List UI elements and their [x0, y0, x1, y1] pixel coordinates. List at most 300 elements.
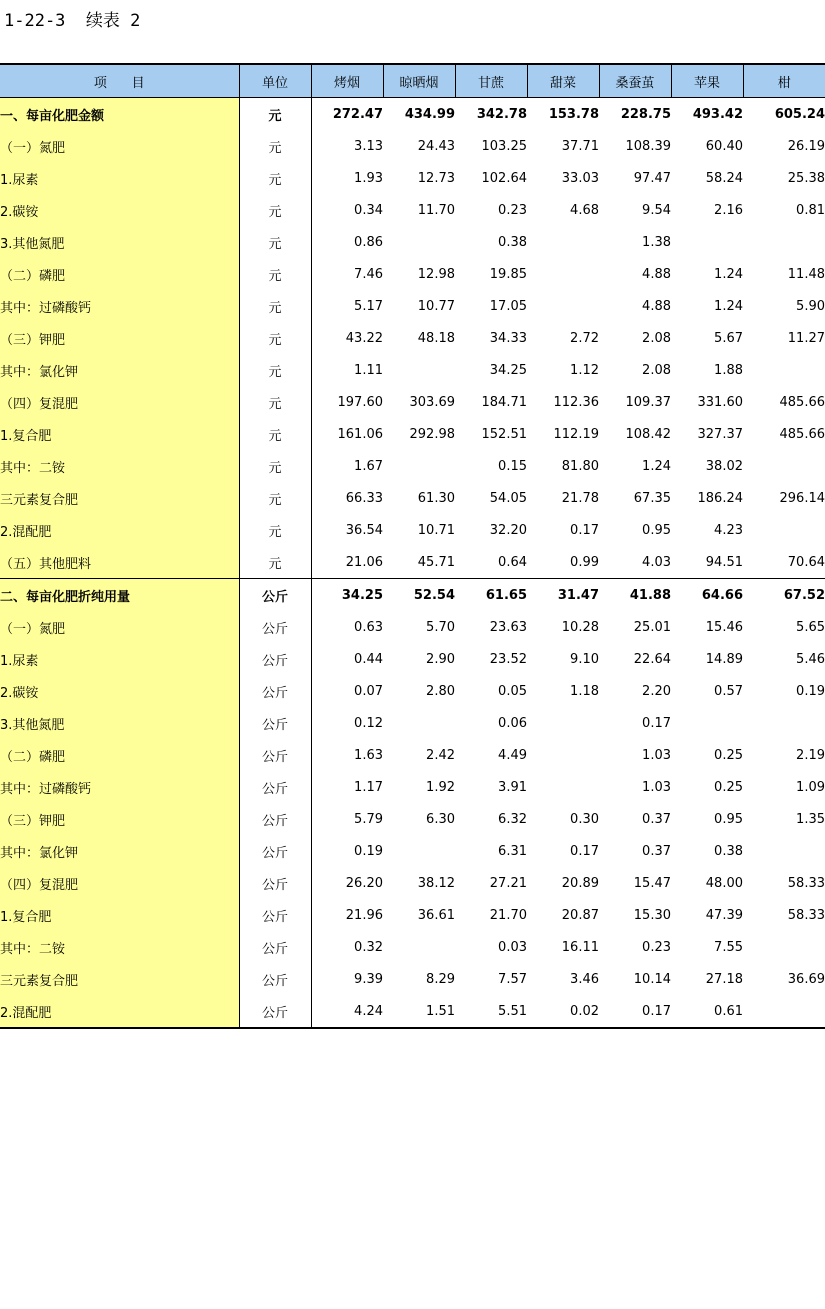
row-label: 三元素复合肥 [0, 963, 239, 995]
cell-value: 0.19 [796, 683, 825, 699]
row-label: 1.复合肥 [0, 899, 239, 931]
cell-value: 1.92 [426, 779, 455, 795]
header-unit: 单位 [239, 64, 311, 98]
cell-value: 6.31 [498, 843, 527, 859]
row-unit: 元 [239, 194, 311, 226]
cell-value: 0.37 [642, 811, 671, 827]
cell-value: 70.64 [787, 554, 825, 570]
cell-value [527, 771, 599, 803]
row-unit: 元 [239, 226, 311, 258]
cell-value: 41.88 [599, 579, 671, 612]
row-unit: 公斤 [239, 739, 311, 771]
table-row [0, 611, 825, 643]
cell-value: 1.93 [354, 170, 383, 186]
table-row [0, 803, 825, 835]
row-label: 二、每亩化肥折纯用量 [0, 579, 239, 612]
cell-value: 66.33 [345, 490, 383, 506]
cell-value: 11.27 [787, 330, 825, 346]
cell-value: 161.06 [337, 426, 383, 442]
cell-value: 4.88 [642, 298, 671, 314]
cell-value: 2.90 [426, 651, 455, 667]
row-label: 2.混配肥 [0, 995, 239, 1028]
cell-value: 1.03 [642, 779, 671, 795]
cell-value: 0.34 [354, 202, 383, 218]
cell-value: 485.66 [779, 394, 825, 410]
row-label: （一）氮肥 [0, 130, 239, 162]
cell-value: 10.71 [417, 522, 455, 538]
row-label: 1.复合肥 [0, 418, 239, 450]
row-unit: 元 [239, 322, 311, 354]
cell-value: 1.35 [796, 811, 825, 827]
cell-value: 61.30 [417, 490, 455, 506]
cell-value: 27.18 [705, 971, 743, 987]
cell-value: 26.20 [345, 875, 383, 891]
cell-value: 45.71 [417, 554, 455, 570]
cell-value: 0.61 [671, 995, 743, 1028]
row-label: 其中：氯化钾 [0, 835, 239, 867]
cell-value [527, 739, 599, 771]
cell-value [743, 707, 825, 739]
table-title: 1-22-3 续表 2 [4, 11, 141, 31]
cell-value [383, 707, 455, 739]
table-row [0, 835, 825, 867]
cell-value: 485.66 [779, 426, 825, 442]
cell-value: 0.63 [354, 619, 383, 635]
cell-value: 21.70 [489, 907, 527, 923]
cell-value: 7.46 [354, 266, 383, 282]
row-label: （一）氮肥 [0, 611, 239, 643]
cell-value: 23.63 [489, 619, 527, 635]
row-label: 一、每亩化肥金额 [0, 98, 239, 131]
row-unit: 公斤 [239, 995, 311, 1028]
table-row [0, 130, 825, 162]
cell-value: 605.24 [774, 106, 825, 122]
cell-value: 152.51 [481, 426, 527, 442]
cell-value: 9.39 [354, 971, 383, 987]
cell-value: 0.12 [354, 715, 383, 731]
cell-value: 97.47 [633, 170, 671, 186]
table-row [0, 931, 825, 963]
cell-value: 38.02 [705, 458, 743, 474]
cell-value: 16.11 [561, 939, 599, 955]
cell-value: 1.63 [354, 747, 383, 763]
cell-value: 34.33 [489, 330, 527, 346]
cell-value: 0.17 [599, 995, 671, 1028]
cell-value [743, 835, 825, 867]
table-row [0, 579, 825, 612]
cell-value: 1.24 [714, 298, 743, 314]
cell-value: 1.24 [714, 266, 743, 282]
header-col-apple: 苹果 [671, 64, 743, 98]
cell-value: 303.69 [409, 394, 455, 410]
cell-value: 12.98 [417, 266, 455, 282]
row-unit: 元 [239, 162, 311, 194]
cell-value: 48.00 [705, 875, 743, 891]
row-unit: 公斤 [239, 675, 311, 707]
cell-value: 11.48 [787, 266, 825, 282]
row-label: （三）钾肥 [0, 803, 239, 835]
table-row [0, 418, 825, 450]
cell-value: 3.13 [354, 138, 383, 154]
cell-value: 5.67 [714, 330, 743, 346]
cell-value: 15.47 [633, 875, 671, 891]
row-unit: 元 [239, 450, 311, 482]
row-label: 其中：过磷酸钙 [0, 290, 239, 322]
cell-value: 5.46 [796, 651, 825, 667]
cell-value [383, 354, 455, 386]
cell-value: 7.57 [498, 971, 527, 987]
cell-value: 8.29 [426, 971, 455, 987]
header-row [0, 64, 825, 98]
cell-value [527, 226, 599, 258]
cell-value: 34.25 [311, 579, 383, 612]
cell-value: 112.36 [553, 394, 599, 410]
row-label: 2.碳铵 [0, 675, 239, 707]
cell-value: 47.39 [705, 907, 743, 923]
cell-value: 34.25 [489, 362, 527, 378]
cell-value: 38.12 [417, 875, 455, 891]
row-label: 1.尿素 [0, 643, 239, 675]
cell-value: 0.86 [354, 234, 383, 250]
cell-value: 197.60 [337, 394, 383, 410]
cell-value: 25.01 [633, 619, 671, 635]
cell-value [743, 450, 825, 482]
row-label: 2.碳铵 [0, 194, 239, 226]
cell-value: 10.77 [417, 298, 455, 314]
table-row [0, 258, 825, 290]
cell-value: 108.39 [625, 138, 671, 154]
row-unit: 公斤 [239, 899, 311, 931]
cell-value: 327.37 [697, 426, 743, 442]
cell-value: 1.11 [354, 362, 383, 378]
cell-value: 331.60 [697, 394, 743, 410]
cell-value: 17.05 [489, 298, 527, 314]
cell-value: 1.88 [714, 362, 743, 378]
cell-value: 6.30 [426, 811, 455, 827]
row-label: 3.其他氮肥 [0, 226, 239, 258]
cell-value [383, 835, 455, 867]
cell-value: 37.71 [561, 138, 599, 154]
row-label: 其中：氯化钾 [0, 354, 239, 386]
header-col-tobacco-flue: 烤烟 [311, 64, 383, 98]
table-row [0, 739, 825, 771]
cell-value [743, 931, 825, 963]
table-row [0, 546, 825, 579]
row-unit: 元 [239, 98, 311, 131]
cell-value: 9.54 [642, 202, 671, 218]
row-unit: 公斤 [239, 963, 311, 995]
cell-value: 61.65 [455, 579, 527, 612]
cell-value: 272.47 [332, 106, 383, 122]
cell-value: 0.06 [498, 715, 527, 731]
cell-value: 5.79 [354, 811, 383, 827]
cell-value: 5.17 [354, 298, 383, 314]
cell-value: 24.43 [417, 138, 455, 154]
cell-value: 1.38 [642, 234, 671, 250]
cell-value: 27.21 [489, 875, 527, 891]
cell-value: 2.16 [714, 202, 743, 218]
cell-value: 5.51 [455, 995, 527, 1028]
table-row [0, 995, 825, 1028]
cell-value: 0.25 [714, 779, 743, 795]
cell-value: 186.24 [697, 490, 743, 506]
cell-value: 112.19 [553, 426, 599, 442]
cell-value: 4.68 [570, 202, 599, 218]
header-col-cocoon: 桑蚕茧 [599, 64, 671, 98]
cell-value: 4.24 [311, 995, 383, 1028]
cell-value: 4.88 [642, 266, 671, 282]
cell-value: 109.37 [625, 394, 671, 410]
row-label: （三）钾肥 [0, 322, 239, 354]
table-row [0, 194, 825, 226]
cell-value [527, 290, 599, 322]
cell-value: 0.81 [796, 202, 825, 218]
cell-value: 67.35 [633, 490, 671, 506]
cell-value: 0.57 [714, 683, 743, 699]
cell-value: 15.46 [705, 619, 743, 635]
table-row [0, 226, 825, 258]
cell-value: 108.42 [625, 426, 671, 442]
cell-value [743, 995, 825, 1028]
cell-value: 20.89 [561, 875, 599, 891]
cell-value: 1.51 [383, 995, 455, 1028]
row-label: 2.混配肥 [0, 514, 239, 546]
cell-value: 21.06 [345, 554, 383, 570]
cell-value: 4.03 [642, 554, 671, 570]
row-label: 三元素复合肥 [0, 482, 239, 514]
cell-value: 1.12 [570, 362, 599, 378]
row-unit: 公斤 [239, 803, 311, 835]
cell-value [671, 707, 743, 739]
table-row [0, 322, 825, 354]
cell-value: 3.91 [498, 779, 527, 795]
cell-value: 10.14 [633, 971, 671, 987]
row-unit: 公斤 [239, 579, 311, 612]
row-unit: 元 [239, 130, 311, 162]
table-row [0, 675, 825, 707]
cell-value: 52.54 [383, 579, 455, 612]
table-body [0, 98, 825, 1029]
table-row [0, 963, 825, 995]
row-label: （二）磷肥 [0, 739, 239, 771]
row-unit: 公斤 [239, 771, 311, 803]
table-row [0, 514, 825, 546]
header-col-sugarbeet: 甜菜 [527, 64, 599, 98]
row-unit: 公斤 [239, 867, 311, 899]
row-label: 1.尿素 [0, 162, 239, 194]
row-unit: 公斤 [239, 931, 311, 963]
table-row [0, 482, 825, 514]
cell-value: 94.51 [705, 554, 743, 570]
cell-value: 15.30 [633, 907, 671, 923]
cell-value: 0.95 [714, 811, 743, 827]
cell-value: 0.05 [498, 683, 527, 699]
cell-value: 102.64 [481, 170, 527, 186]
cell-value: 1.67 [354, 458, 383, 474]
row-label: （二）磷肥 [0, 258, 239, 290]
cell-value: 0.38 [498, 234, 527, 250]
cell-value [671, 226, 743, 258]
cell-value: 2.20 [642, 683, 671, 699]
cell-value: 6.32 [498, 811, 527, 827]
table-row [0, 899, 825, 931]
table-row [0, 867, 825, 899]
cell-value: 14.89 [705, 651, 743, 667]
cell-value [527, 258, 599, 290]
cell-value: 60.40 [705, 138, 743, 154]
cell-value: 31.47 [527, 579, 599, 612]
cell-value: 11.70 [417, 202, 455, 218]
data-table [0, 63, 825, 1029]
cell-value: 36.54 [345, 522, 383, 538]
table-row [0, 386, 825, 418]
cell-value: 12.73 [417, 170, 455, 186]
cell-value: 2.08 [642, 362, 671, 378]
cell-value: 67.52 [743, 579, 825, 612]
cell-value: 21.78 [561, 490, 599, 506]
row-label: 3.其他氮肥 [0, 707, 239, 739]
cell-value: 1.03 [642, 747, 671, 763]
row-label: （四）复混肥 [0, 867, 239, 899]
cell-value [743, 514, 825, 546]
cell-value: 1.17 [354, 779, 383, 795]
cell-value: 0.19 [354, 843, 383, 859]
cell-value: 1.09 [796, 779, 825, 795]
header-col-tobacco-sun: 晾晒烟 [383, 64, 455, 98]
row-unit: 元 [239, 290, 311, 322]
cell-value [527, 707, 599, 739]
cell-value: 10.28 [561, 619, 599, 635]
cell-value [743, 354, 825, 386]
cell-value: 0.25 [714, 747, 743, 763]
cell-value: 0.03 [498, 939, 527, 955]
row-unit: 元 [239, 386, 311, 418]
cell-value: 20.87 [561, 907, 599, 923]
cell-value: 103.25 [481, 138, 527, 154]
cell-value [383, 450, 455, 482]
table-row [0, 643, 825, 675]
cell-value: 26.19 [787, 138, 825, 154]
cell-value: 1.24 [642, 458, 671, 474]
cell-value: 5.70 [426, 619, 455, 635]
cell-value: 32.20 [489, 522, 527, 538]
cell-value: 296.14 [779, 490, 825, 506]
cell-value: 153.78 [548, 106, 599, 122]
cell-value: 58.24 [705, 170, 743, 186]
cell-value: 0.64 [498, 554, 527, 570]
cell-value: 33.03 [561, 170, 599, 186]
cell-value: 64.66 [671, 579, 743, 612]
table-row [0, 162, 825, 194]
cell-value: 2.42 [426, 747, 455, 763]
cell-value: 184.71 [481, 394, 527, 410]
table-row [0, 98, 825, 131]
cell-value: 81.80 [561, 458, 599, 474]
header-item: 项 目 [0, 64, 239, 98]
row-label: 其中：二铵 [0, 450, 239, 482]
cell-value: 25.38 [787, 170, 825, 186]
row-label: 其中：过磷酸钙 [0, 771, 239, 803]
cell-value: 0.17 [642, 715, 671, 731]
row-unit: 公斤 [239, 707, 311, 739]
cell-value [743, 226, 825, 258]
cell-value: 434.99 [404, 106, 455, 122]
cell-value: 0.95 [642, 522, 671, 538]
table-row [0, 707, 825, 739]
cell-value: 0.38 [714, 843, 743, 859]
table-row [0, 290, 825, 322]
cell-value: 0.15 [498, 458, 527, 474]
cell-value: 0.07 [354, 683, 383, 699]
cell-value: 0.23 [498, 202, 527, 218]
row-unit: 元 [239, 546, 311, 579]
cell-value: 58.33 [787, 875, 825, 891]
cell-value: 4.23 [714, 522, 743, 538]
cell-value: 0.02 [527, 995, 599, 1028]
cell-value: 292.98 [409, 426, 455, 442]
cell-value: 22.64 [633, 651, 671, 667]
cell-value: 5.90 [796, 298, 825, 314]
cell-value: 54.05 [489, 490, 527, 506]
cell-value: 3.46 [570, 971, 599, 987]
cell-value: 43.22 [345, 330, 383, 346]
cell-value: 19.85 [489, 266, 527, 282]
row-unit: 元 [239, 482, 311, 514]
row-unit: 公斤 [239, 611, 311, 643]
cell-value: 2.08 [642, 330, 671, 346]
row-label: （五）其他肥料 [0, 546, 239, 579]
cell-value: 0.32 [354, 939, 383, 955]
cell-value: 0.17 [570, 522, 599, 538]
table-row [0, 771, 825, 803]
cell-value: 21.96 [345, 907, 383, 923]
cell-value: 2.72 [570, 330, 599, 346]
row-label: （四）复混肥 [0, 386, 239, 418]
row-unit: 元 [239, 418, 311, 450]
row-unit: 公斤 [239, 643, 311, 675]
cell-value: 5.65 [796, 619, 825, 635]
cell-value: 0.17 [570, 843, 599, 859]
cell-value: 0.99 [570, 554, 599, 570]
cell-value: 0.44 [354, 651, 383, 667]
header-col-mandarin: 柑 [743, 64, 825, 98]
cell-value: 0.23 [642, 939, 671, 955]
row-unit: 公斤 [239, 835, 311, 867]
cell-value [383, 931, 455, 963]
row-unit: 元 [239, 258, 311, 290]
cell-value: 342.78 [476, 106, 527, 122]
table-row [0, 450, 825, 482]
cell-value: 36.69 [787, 971, 825, 987]
cell-value: 0.30 [570, 811, 599, 827]
table-row [0, 354, 825, 386]
cell-value: 0.37 [642, 843, 671, 859]
cell-value: 4.49 [498, 747, 527, 763]
cell-value: 2.19 [796, 747, 825, 763]
cell-value: 7.55 [714, 939, 743, 955]
cell-value: 228.75 [620, 106, 671, 122]
cell-value: 48.18 [417, 330, 455, 346]
row-unit: 元 [239, 354, 311, 386]
cell-value: 2.80 [426, 683, 455, 699]
cell-value: 58.33 [787, 907, 825, 923]
cell-value: 9.10 [570, 651, 599, 667]
cell-value: 493.42 [692, 106, 743, 122]
cell-value [383, 226, 455, 258]
header-col-sugarcane: 甘蔗 [455, 64, 527, 98]
row-unit: 元 [239, 514, 311, 546]
cell-value: 36.61 [417, 907, 455, 923]
